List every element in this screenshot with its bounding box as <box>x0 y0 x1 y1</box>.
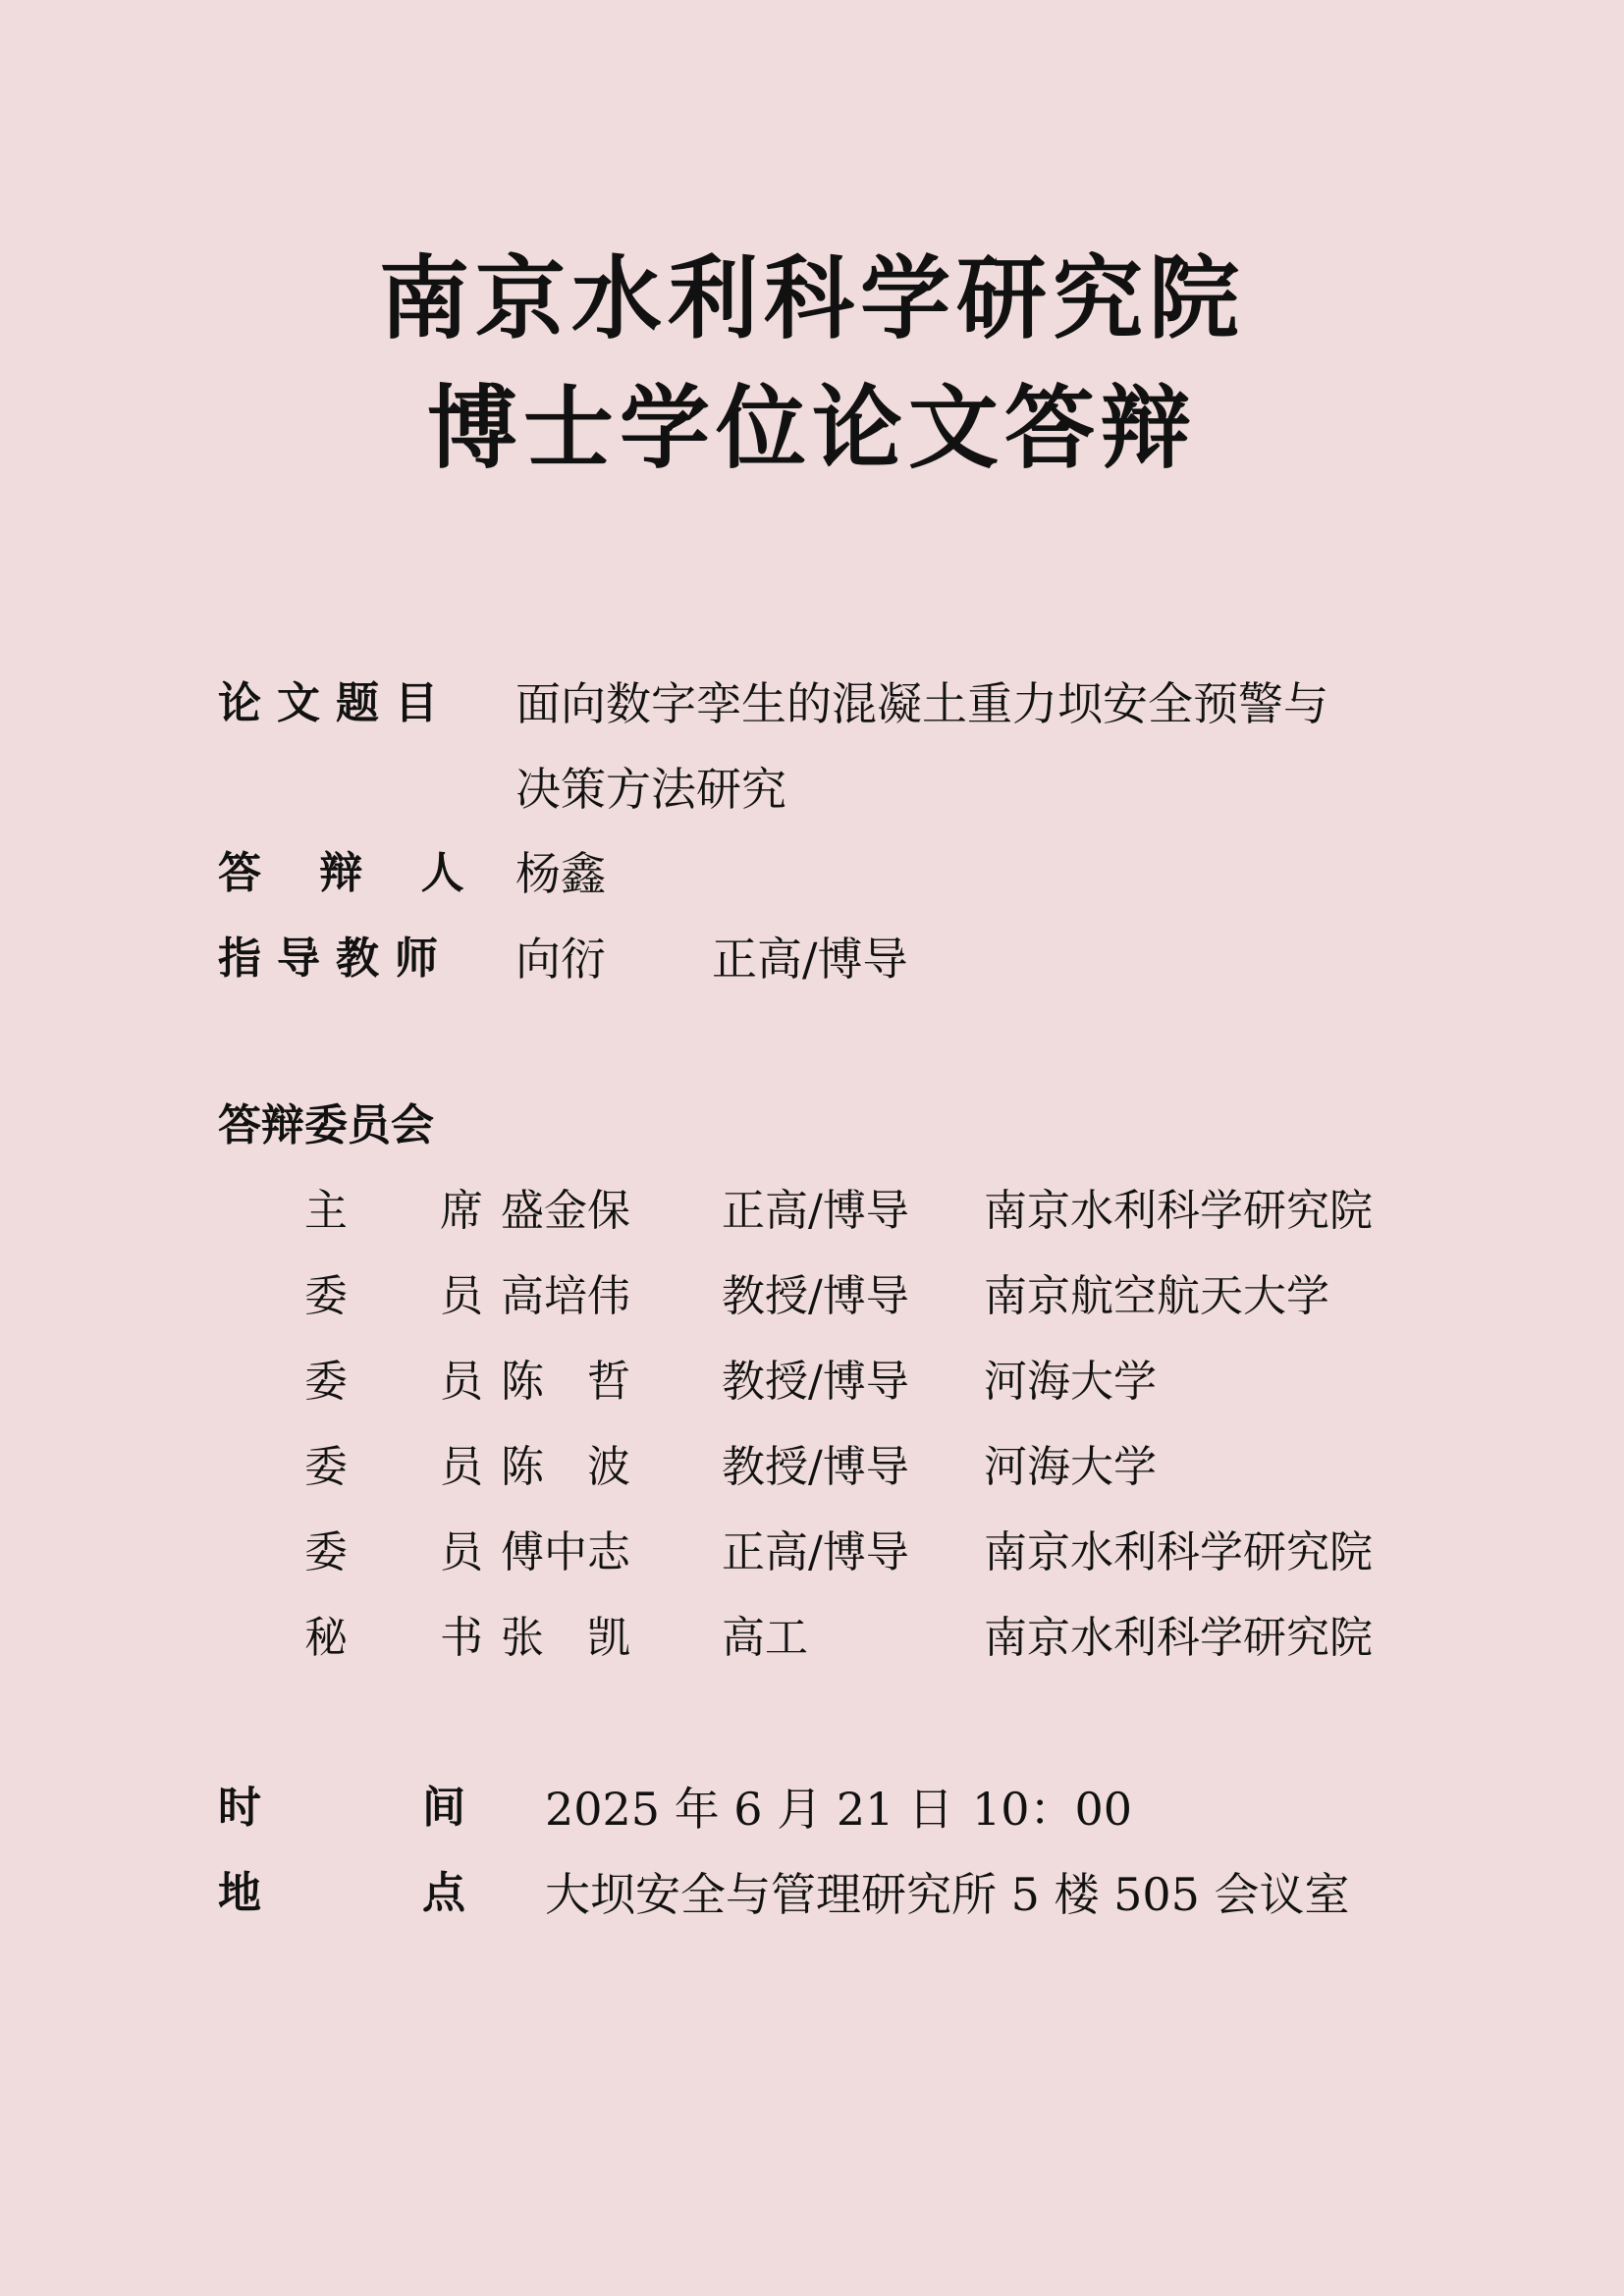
committee-role: 委 员 <box>304 1357 522 1407</box>
committee-row <box>0 1186 1624 1239</box>
committee-name: 陈 哲 <box>501 1357 630 1407</box>
committee-title: 高工 <box>722 1613 808 1663</box>
committee-name: 陈 波 <box>501 1442 630 1492</box>
candidate-label: 答 辩 人 <box>218 848 486 898</box>
advisor-title: 正高/博导 <box>712 933 908 986</box>
committee-institution: 河海大学 <box>984 1442 1157 1492</box>
advisor-label: 指导教师 <box>218 934 454 984</box>
committee-row <box>0 1613 1624 1666</box>
committee-title: 正高/博导 <box>722 1527 909 1577</box>
committee-name: 盛金保 <box>501 1186 630 1236</box>
time-label: 时 间 <box>218 1783 524 1833</box>
committee-institution: 南京水利科学研究院 <box>984 1613 1373 1663</box>
committee-institution: 南京水利科学研究院 <box>984 1527 1373 1577</box>
committee-name: 高培伟 <box>501 1271 630 1321</box>
committee-role: 主 席 <box>304 1186 522 1236</box>
committee-institution: 河海大学 <box>984 1357 1157 1407</box>
committee-role: 秘 书 <box>304 1613 522 1663</box>
defense-date: 2025 年 6 月 21 日 <box>545 1783 953 1836</box>
committee-title: 正高/博导 <box>722 1186 909 1236</box>
advisor-name: 向衍 <box>515 933 606 986</box>
committee-name: 张 凯 <box>501 1613 630 1663</box>
committee-role: 委 员 <box>304 1271 522 1321</box>
committee-title: 教授/博导 <box>722 1271 909 1321</box>
page-title-institute: 南京水利科学研究院 <box>378 245 1245 351</box>
committee-role: 委 员 <box>304 1527 522 1577</box>
page-title-defense: 博士学位论文答辩 <box>426 375 1197 481</box>
thesis-title-line2: 决策方法研究 <box>515 763 786 816</box>
thesis-label: 论文题目 <box>218 678 454 728</box>
committee-row <box>0 1357 1624 1410</box>
committee-institution: 南京水利科学研究院 <box>984 1186 1373 1236</box>
thesis-title-line1: 面向数字孪生的混凝土重力坝安全预警与 <box>515 677 1328 730</box>
committee-name: 傅中志 <box>501 1527 630 1577</box>
committee-row <box>0 1271 1624 1324</box>
defense-place: 大坝安全与管理研究所 5 楼 505 会议室 <box>545 1868 1350 1921</box>
committee-title: 教授/博导 <box>722 1442 909 1492</box>
committee-institution: 南京航空航天大学 <box>984 1271 1329 1321</box>
place-label: 地 点 <box>218 1868 524 1918</box>
committee-title: 教授/博导 <box>722 1357 909 1407</box>
defense-time: 10：00 <box>972 1783 1133 1836</box>
candidate-name: 杨鑫 <box>515 847 606 900</box>
committee-role: 委 员 <box>304 1442 522 1492</box>
committee-row <box>0 1527 1624 1580</box>
committee-row <box>0 1442 1624 1495</box>
committee-label: 答辩委员会 <box>218 1100 434 1150</box>
